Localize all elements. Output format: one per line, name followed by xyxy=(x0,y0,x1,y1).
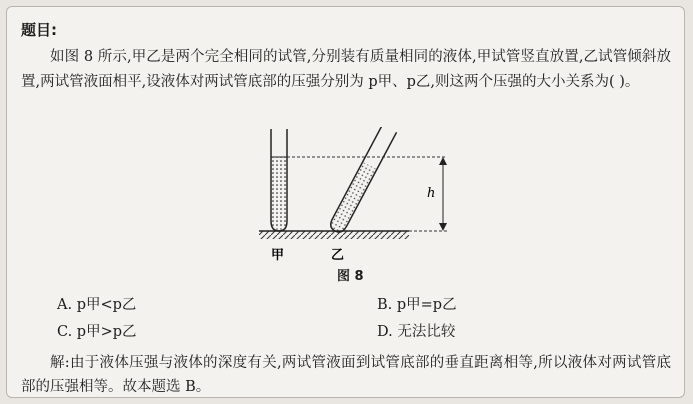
option-a[interactable]: A. p甲<p乙 xyxy=(57,297,137,313)
solution-text: 解:由于液体压强与液体的深度有关,两试管液面到试管底部的垂直距离相等,所以液体对两试管底部的压强相等。故本题选 B。 xyxy=(21,355,671,395)
figure-caption: 图 8 xyxy=(337,269,364,284)
label-jia: 甲 xyxy=(271,248,285,263)
tube-jia xyxy=(271,129,287,231)
question-card xyxy=(6,6,685,398)
question-stem: 如图 8 所示,甲乙是两个完全相同的试管,分别装有质量相同的液体,甲试管竖直放置,乙试管倾斜放置,两试管液面相平,设液体对两试管底部的压强分别为 p甲、p乙,则这两个压强的大小关系为( )。 xyxy=(21,49,671,90)
option-d[interactable]: D. 无法比较 xyxy=(377,324,456,340)
label-yi: 乙 xyxy=(331,248,345,263)
test-tube-figure xyxy=(247,127,477,287)
question-title: 题目: xyxy=(21,21,57,39)
option-b[interactable]: B. p甲=p乙 xyxy=(377,297,457,313)
tube-yi xyxy=(328,127,397,235)
ground-hatch xyxy=(259,231,409,239)
option-c[interactable]: C. p甲>p乙 xyxy=(57,324,137,340)
height-label: h xyxy=(427,186,436,201)
